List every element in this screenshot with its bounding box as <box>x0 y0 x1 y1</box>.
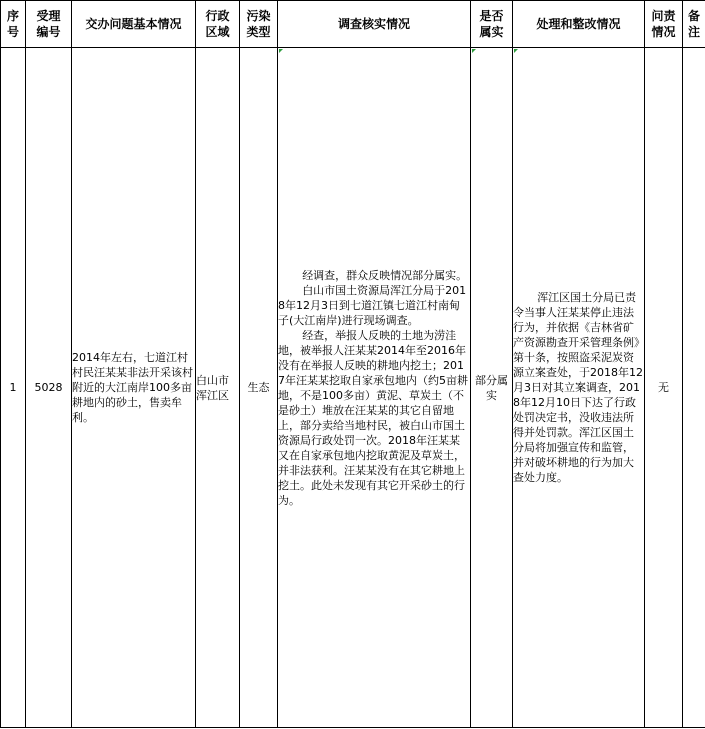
cell-remarks <box>683 48 705 728</box>
header-handling: 处理和整改情况 <box>513 1 645 48</box>
header-accept-no: 受理 编号 <box>26 1 72 48</box>
cell-verified <box>471 48 513 728</box>
header-pollution-type: 污染 类型 <box>240 1 278 48</box>
investigation-paragraph: 经调查，群众反映情况部分属实。 <box>302 268 468 282</box>
header-remarks: 备 注 <box>683 1 705 48</box>
header-seq: 序 号 <box>1 1 26 48</box>
header-investigation: 调查核实情况 <box>278 1 471 48</box>
header-accountability: 问责 情况 <box>645 1 683 48</box>
handling-paragraph: 浑江区国土分局已责令当事人汪某某停止违法行为，并依据《吉林省矿产资源勘查开采管理条例》第十条，按照盗采泥炭资源立案查处，于2018年12月3日对其立案调查，2018年12月10日下达了行政处罚决定书，没收违法所得并处罚款。浑江区国土分局将加强宣传和监管，并对破坏耕地的行为加大查处力度。 <box>513 291 643 484</box>
cell-seq: 1 <box>1 48 26 728</box>
investigation-paragraph: 经查，举报人反映的土地为涝洼地，被举报人汪某某2014年至2016年没有在举报人反映的耕地内挖土；2017年汪某某挖取自家承包地内（约5亩耕地，不是100多亩）黄泥、草炭土（不是砂土）堆放在汪某某的其它自留地上，部分卖给当地村民，被白山市国土资源局行政处罚一次。2018年汪某某又在自家承包地内挖取黄泥及草炭土，并非法获利。汪某某没有在其它耕地上挖土。此处未发现有其它开采砂土的行为。 <box>278 328 468 507</box>
cell-accountability: 无 <box>645 48 683 728</box>
cell-comment-marker <box>514 49 518 53</box>
table-row <box>1 48 705 728</box>
cell-handling <box>513 48 645 728</box>
cell-pollution-type: 生态 <box>240 48 278 728</box>
verified-value: 部分属实 <box>475 373 508 402</box>
investigation-paragraph: 白山市国土资源局浑江分局于2018年12月3日到七道江镇七道江村南甸子(大江南岸)进行现场调查。 <box>278 283 467 327</box>
cell-region: 白山市浑江区 <box>196 48 240 728</box>
cell-accept-no: 5028 <box>26 48 72 728</box>
header-basic-info: 交办问题基本情况 <box>72 1 196 48</box>
cell-comment-marker <box>279 49 283 53</box>
header-row <box>1 1 705 48</box>
cell-basic-info: 2014年左右，七道江村村民汪某某非法开采该村附近的大江南岸100多亩耕地内的砂土，售卖牟利。 <box>72 48 196 728</box>
header-verified: 是否 属实 <box>471 1 513 48</box>
cell-investigation <box>278 48 471 728</box>
header-region: 行政 区域 <box>196 1 240 48</box>
cell-comment-marker <box>472 49 476 53</box>
